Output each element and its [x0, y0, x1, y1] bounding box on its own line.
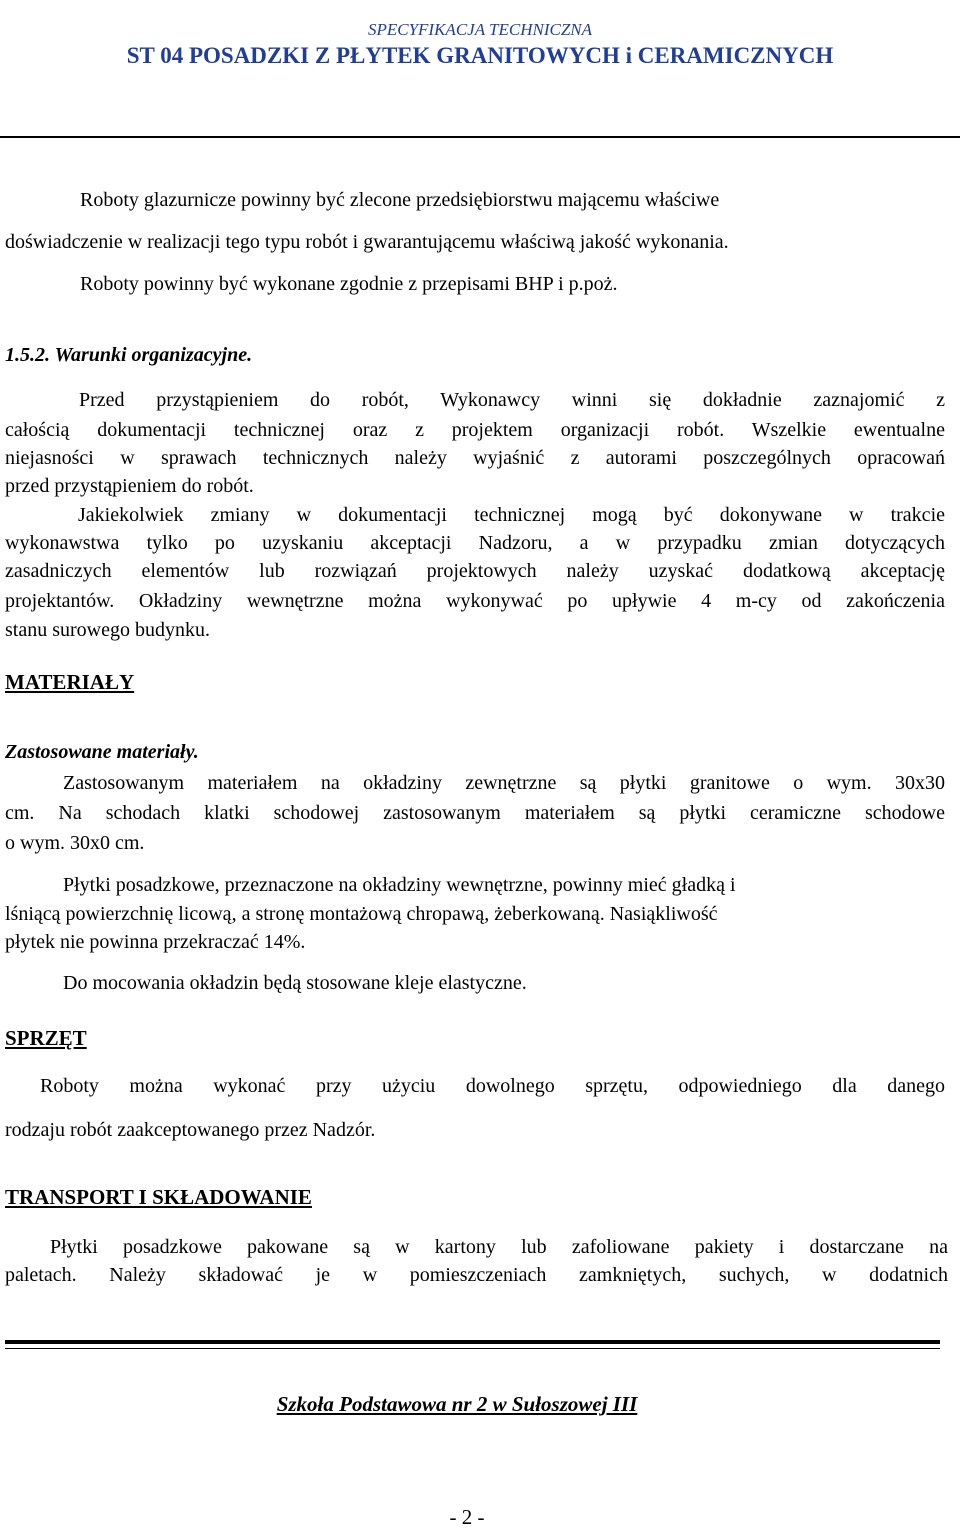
- section-heading-transport: TRANSPORT I SKŁADOWANIE: [5, 1185, 312, 1209]
- materialy-p1-line-1: Zastosowanym materiałem na okładziny zewnętrzne są płytki granitowe o wym. 30x30: [63, 772, 945, 794]
- section-heading-152: 1.5.2. Warunki organizacyjne.: [5, 344, 253, 366]
- section-152-p2-line-4: projektantów. Okładziny wewnętrzne można wykonywać po upływie 4 m-cy od zakończenia: [5, 590, 945, 612]
- materialy-p2-line-1: Płytki posadzkowe, przeznaczone na okładziny wewnętrzne, powinny mieć gładką i: [63, 874, 736, 896]
- section-152-p1-line-1: Przed przystąpieniem do robót, Wykonawcy winni się dokładnie zaznajomić z: [79, 389, 945, 411]
- header-divider: [0, 136, 960, 138]
- footer-divider-thin: [5, 1348, 940, 1349]
- transport-line-2: paletach. Należy składować je w pomieszczeniach zamkniętych, suchych, w dodatnich: [5, 1264, 948, 1286]
- section-152-p1-line-3: niejasności w sprawach technicznych należy wyjaśnić z autorami poszczególnych opracowań: [5, 447, 945, 469]
- section-heading-sprzet: SPRZĘT: [5, 1026, 87, 1050]
- section-152-p1-line-4: przed przystąpieniem do robót.: [5, 475, 254, 497]
- spec-subtitle: SPECYFIKACJA TECHNICZNA: [367, 20, 592, 39]
- page-number: - 2 -: [449, 1505, 485, 1529]
- footer-school-name: Szkoła Podstawowa nr 2 w Sułoszowej III: [276, 1392, 638, 1416]
- sprzet-line-2: rodzaju robót zaakceptowanego przez Nadzór.: [5, 1119, 376, 1141]
- intro-line-2: doświadczenie w realizacji tego typu robót i gwarantującemu właściwą jakość wykonania.: [5, 231, 729, 253]
- intro-line-1: Roboty glazurnicze powinny być zlecone przedsiębiorstwu mającemu właściwe: [80, 189, 720, 211]
- footer-divider: [5, 1340, 940, 1344]
- section-152-p2-line-1: Jakiekolwiek zmiany w dokumentacji technicznej mogą być dokonywane w trakcie: [78, 504, 945, 526]
- materialy-p2-line-2: lśniącą powierzchnię licową, a stronę montażową chropawą, żeberkowaną. Nasiąkliwość: [5, 903, 718, 925]
- section-152-p2-line-3: zasadniczych elementów lub rozwiązań projektowych należy uzyskać dodatkową akceptację: [5, 560, 945, 582]
- intro-line-3: Roboty powinny być wykonane zgodnie z przepisami BHP i p.poż.: [80, 273, 618, 295]
- section-152-p2-line-5: stanu surowego budynku.: [5, 619, 210, 641]
- section-heading-materialy: MATERIAŁY: [5, 670, 135, 694]
- spec-title: ST 04 POSADZKI Z PŁYTEK GRANITOWYCH i CERAMICZNYCH: [126, 43, 834, 68]
- materialy-subheading: Zastosowane materiały.: [5, 741, 199, 763]
- transport-line-1: Płytki posadzkowe pakowane są w kartony lub zafoliowane pakiety i dostarczane na: [50, 1236, 948, 1258]
- section-152-p2-line-2: wykonawstwa tylko po uzyskaniu akceptacji Nadzoru, a w przypadku zmian dotyczących: [5, 532, 945, 554]
- materialy-p3: Do mocowania okładzin będą stosowane kleje elastyczne.: [63, 972, 527, 994]
- sprzet-line-1: Roboty można wykonać przy użyciu dowolnego sprzętu, odpowiedniego dla danego: [40, 1075, 945, 1097]
- section-152-p1-line-2: całością dokumentacji technicznej oraz z projektem organizacji robót. Wszelkie ewentualne: [5, 419, 945, 441]
- materialy-p1-line-2: cm. Na schodach klatki schodowej zastosowanym materiałem są płytki ceramiczne schodowe: [5, 802, 945, 824]
- materialy-p1-line-3: o wym. 30x0 cm.: [5, 832, 145, 854]
- materialy-p2-line-3: płytek nie powinna przekraczać 14%.: [5, 931, 306, 953]
